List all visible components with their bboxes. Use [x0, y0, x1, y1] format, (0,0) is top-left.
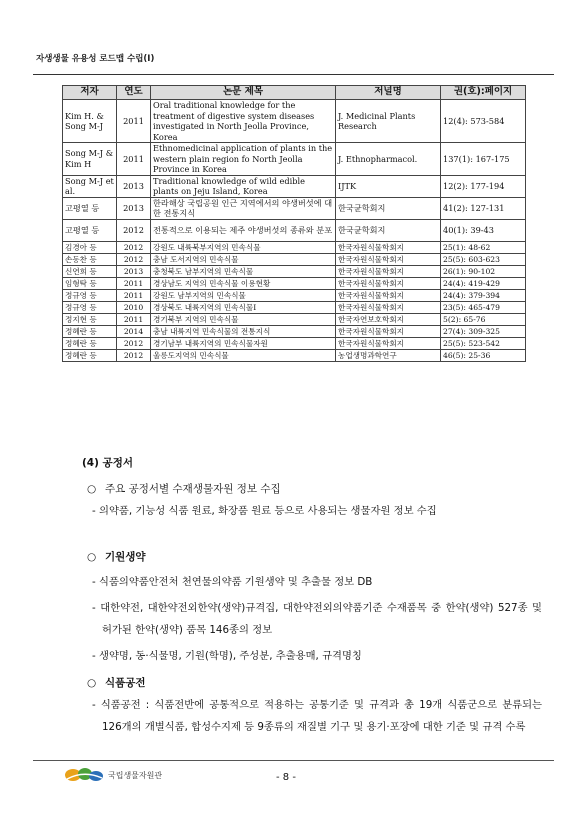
- dash-icon: -: [92, 602, 96, 614]
- bullet-2-item-1: - 식품의약품안전처 천연물의약품 기원생약 및 추출물 정보 DB: [92, 576, 373, 588]
- cell-title: 경기남부 내륙지역의 민속식물자원: [151, 337, 336, 349]
- cell-journal: 한국자원식물학회지: [336, 289, 441, 301]
- col-header-title: 논문 제목: [151, 86, 336, 100]
- table-row: [63, 143, 526, 176]
- footer-logo: [64, 766, 162, 784]
- cell-author: 고평열 등: [63, 197, 117, 219]
- cell-title: 경상남도 지역의 민속식물 이용현황: [151, 277, 336, 289]
- cell-author: 신연희 등: [63, 265, 117, 277]
- cell-title: 강원도 내륙북부지역의 민속식물: [151, 241, 336, 253]
- cell-year: 2011: [117, 277, 151, 289]
- cell-title: 충청북도 남부지역의 민속식물: [151, 265, 336, 277]
- bullet-1-text: 주요 공정서별 수재생물자원 정보 수집: [105, 483, 281, 495]
- cell-journal: 한국자연보호학회지: [336, 313, 441, 325]
- cell-journal: 한국자원식물학회지: [336, 301, 441, 313]
- cell-title: 강원도 남부지역의 민속식물: [151, 289, 336, 301]
- cell-year: 2013: [117, 265, 151, 277]
- cell-title: 충남 내륙지역 민속식물의 전통지식: [151, 325, 336, 337]
- col-header-pages: 권(호):페이지: [441, 86, 526, 100]
- cell-journal: J. Medicinal Plants Research: [336, 100, 441, 143]
- cell-pages: 46(5): 25-36: [441, 349, 526, 361]
- cell-journal: 한국자원식물학회지: [336, 277, 441, 289]
- cell-title: 한라해상 국립공원 인근 지역에서의 야생버섯에 대한 전통지식: [151, 197, 336, 219]
- table-row: [63, 349, 526, 361]
- cell-pages: 25(5): 603-623: [441, 253, 526, 265]
- bullet-2-text: 기원생약: [105, 551, 146, 563]
- bullet-3-text: 식품공전: [105, 677, 146, 689]
- table-row: [63, 289, 526, 301]
- cell-title: Traditional knowledge of wild edible plants on Jeju Island, Korea: [151, 175, 336, 197]
- cell-year: 2012: [117, 337, 151, 349]
- cell-title: 울릉도지역의 민속식물: [151, 349, 336, 361]
- table-row: [63, 100, 526, 143]
- cell-author: 김경아 등: [63, 241, 117, 253]
- dash-icon: -: [92, 699, 96, 711]
- cell-pages: 26(1): 90-102: [441, 265, 526, 277]
- dash-icon: -: [92, 505, 96, 517]
- cell-title: 경기북부 지역의 민속식물: [151, 313, 336, 325]
- cell-pages: 5(2): 65-76: [441, 313, 526, 325]
- section-title: (4) 공정서: [82, 457, 133, 469]
- table-header-row: [63, 86, 526, 100]
- cell-author: 고평열 등: [63, 219, 117, 241]
- cell-year: 2010: [117, 301, 151, 313]
- cell-title: 전통적으로 이용되는 제주 야생버섯의 종류와 분포: [151, 219, 336, 241]
- footer-rule: [33, 760, 554, 761]
- cell-pages: 40(1): 39-43: [441, 219, 526, 241]
- running-header: 자생생물 유용성 로드맵 수립(I): [36, 54, 155, 64]
- cell-year: 2014: [117, 325, 151, 337]
- bullet-3-item-1: - 식품공전 : 식품전반에 공통적으로 적용하는 공통기준 및 규격과 총 19개 식품군으로 분류되는 126개의 개별식품, 합성수지제 등 9종류의 재질별 기구 및 용기·포장에 대한 기준 및 규격 수록: [92, 699, 542, 733]
- circle-bullet-icon: ○: [87, 483, 97, 495]
- cell-title: Ethnomedicinal application of plants in the western plain region fo North Jeolla Province in Korea: [151, 143, 336, 176]
- cell-author: Song M-J & Kim H: [63, 143, 117, 176]
- dash-icon: -: [92, 576, 96, 588]
- cell-author: 임형탁 등: [63, 277, 117, 289]
- bullet-1: [87, 481, 281, 496]
- cell-author: Song M-J et al.: [63, 175, 117, 197]
- table-row: [63, 253, 526, 265]
- cell-pages: 25(5): 523-542: [441, 337, 526, 349]
- cell-year: 2011: [117, 313, 151, 325]
- table-row: [63, 265, 526, 277]
- cell-pages: 137(1): 167-175: [441, 143, 526, 176]
- org-name: 국립생물자원관: [108, 770, 163, 780]
- cell-year: 2013: [117, 175, 151, 197]
- cell-pages: 41(2): 127-131: [441, 197, 526, 219]
- table-row: [63, 277, 526, 289]
- cell-journal: 한국자원식물학회지: [336, 325, 441, 337]
- references-table: [62, 85, 526, 362]
- col-header-journal: 저널명: [336, 86, 441, 100]
- bullet-2: [87, 549, 146, 564]
- cell-pages: 24(4): 379-394: [441, 289, 526, 301]
- table-row: [63, 325, 526, 337]
- bullet-2-item-3: - 생약명, 동·식물명, 기원(학명), 주성분, 추출용매, 규격명칭: [92, 650, 362, 662]
- cell-year: 2011: [117, 143, 151, 176]
- nibr-logo-icon: [64, 766, 104, 784]
- cell-author: 정규영 등: [63, 301, 117, 313]
- cell-pages: 25(1): 48-62: [441, 241, 526, 253]
- cell-journal: J. Ethnopharmacol.: [336, 143, 441, 176]
- cell-journal: 한국균학회지: [336, 219, 441, 241]
- cell-journal: 한국자원식물학회지: [336, 265, 441, 277]
- cell-year: 2011: [117, 289, 151, 301]
- circle-bullet-icon: ○: [87, 551, 97, 563]
- cell-pages: 24(4): 419-429: [441, 277, 526, 289]
- cell-year: 2013: [117, 197, 151, 219]
- cell-year: 2012: [117, 219, 151, 241]
- cell-title: Oral traditional knowledge for the treatment of digestive system diseases investigated in North Jeolla Province, Korea: [151, 100, 336, 143]
- table-body: [63, 100, 526, 362]
- table-row: [63, 197, 526, 219]
- cell-journal: 한국자원식물학회지: [336, 241, 441, 253]
- table-row: [63, 219, 526, 241]
- cell-author: 정혜란 등: [63, 349, 117, 361]
- cell-journal: IJTK: [336, 175, 441, 197]
- cell-title: 충남 도서지역의 민속식물: [151, 253, 336, 265]
- cell-author: 정혜란 등: [63, 325, 117, 337]
- cell-title: 경상북도 내륙지역의 민속식물I: [151, 301, 336, 313]
- cell-author: 정지현 등: [63, 313, 117, 325]
- cell-pages: 12(2): 177-194: [441, 175, 526, 197]
- cell-pages: 23(5): 465-479: [441, 301, 526, 313]
- circle-bullet-icon: ○: [87, 677, 97, 689]
- cell-author: 정규영 등: [63, 289, 117, 301]
- cell-pages: 12(4): 573-584: [441, 100, 526, 143]
- table-row: [63, 241, 526, 253]
- bullet-1-item-1: - 의약품, 기능성 식품 원료, 화장품 원료 등으로 사용되는 생물자원 정보 수집: [92, 505, 437, 517]
- cell-author: Kim H. & Song M-J: [63, 100, 117, 143]
- cell-author: 정혜란 등: [63, 337, 117, 349]
- cell-journal: 농업생명과학연구: [336, 349, 441, 361]
- cell-year: 2012: [117, 253, 151, 265]
- bullet-2-item-2: - 대한약전, 대한약전외한약(생약)규격집, 대한약전외의약품기준 수재품목 중 한약(생약) 527종 및 허가된 한약(생약) 품목 146종의 정보: [92, 602, 542, 636]
- bullet-3: [87, 675, 146, 690]
- table-row: [63, 175, 526, 197]
- page-number: - 8 -: [276, 772, 296, 783]
- col-header-author: 저자: [63, 86, 117, 100]
- cell-year: 2011: [117, 100, 151, 143]
- header-rule: [33, 74, 554, 75]
- dash-icon: -: [92, 650, 96, 662]
- cell-journal: 한국자원식물학회지: [336, 337, 441, 349]
- cell-journal: 한국자원식물학회지: [336, 253, 441, 265]
- cell-author: 손동찬 등: [63, 253, 117, 265]
- table-row: [63, 301, 526, 313]
- cell-year: 2012: [117, 241, 151, 253]
- cell-pages: 27(4): 309-325: [441, 325, 526, 337]
- col-header-year: 연도: [117, 86, 151, 100]
- table-row: [63, 337, 526, 349]
- cell-year: 2012: [117, 349, 151, 361]
- cell-journal: 한국균학회지: [336, 197, 441, 219]
- table-row: [63, 313, 526, 325]
